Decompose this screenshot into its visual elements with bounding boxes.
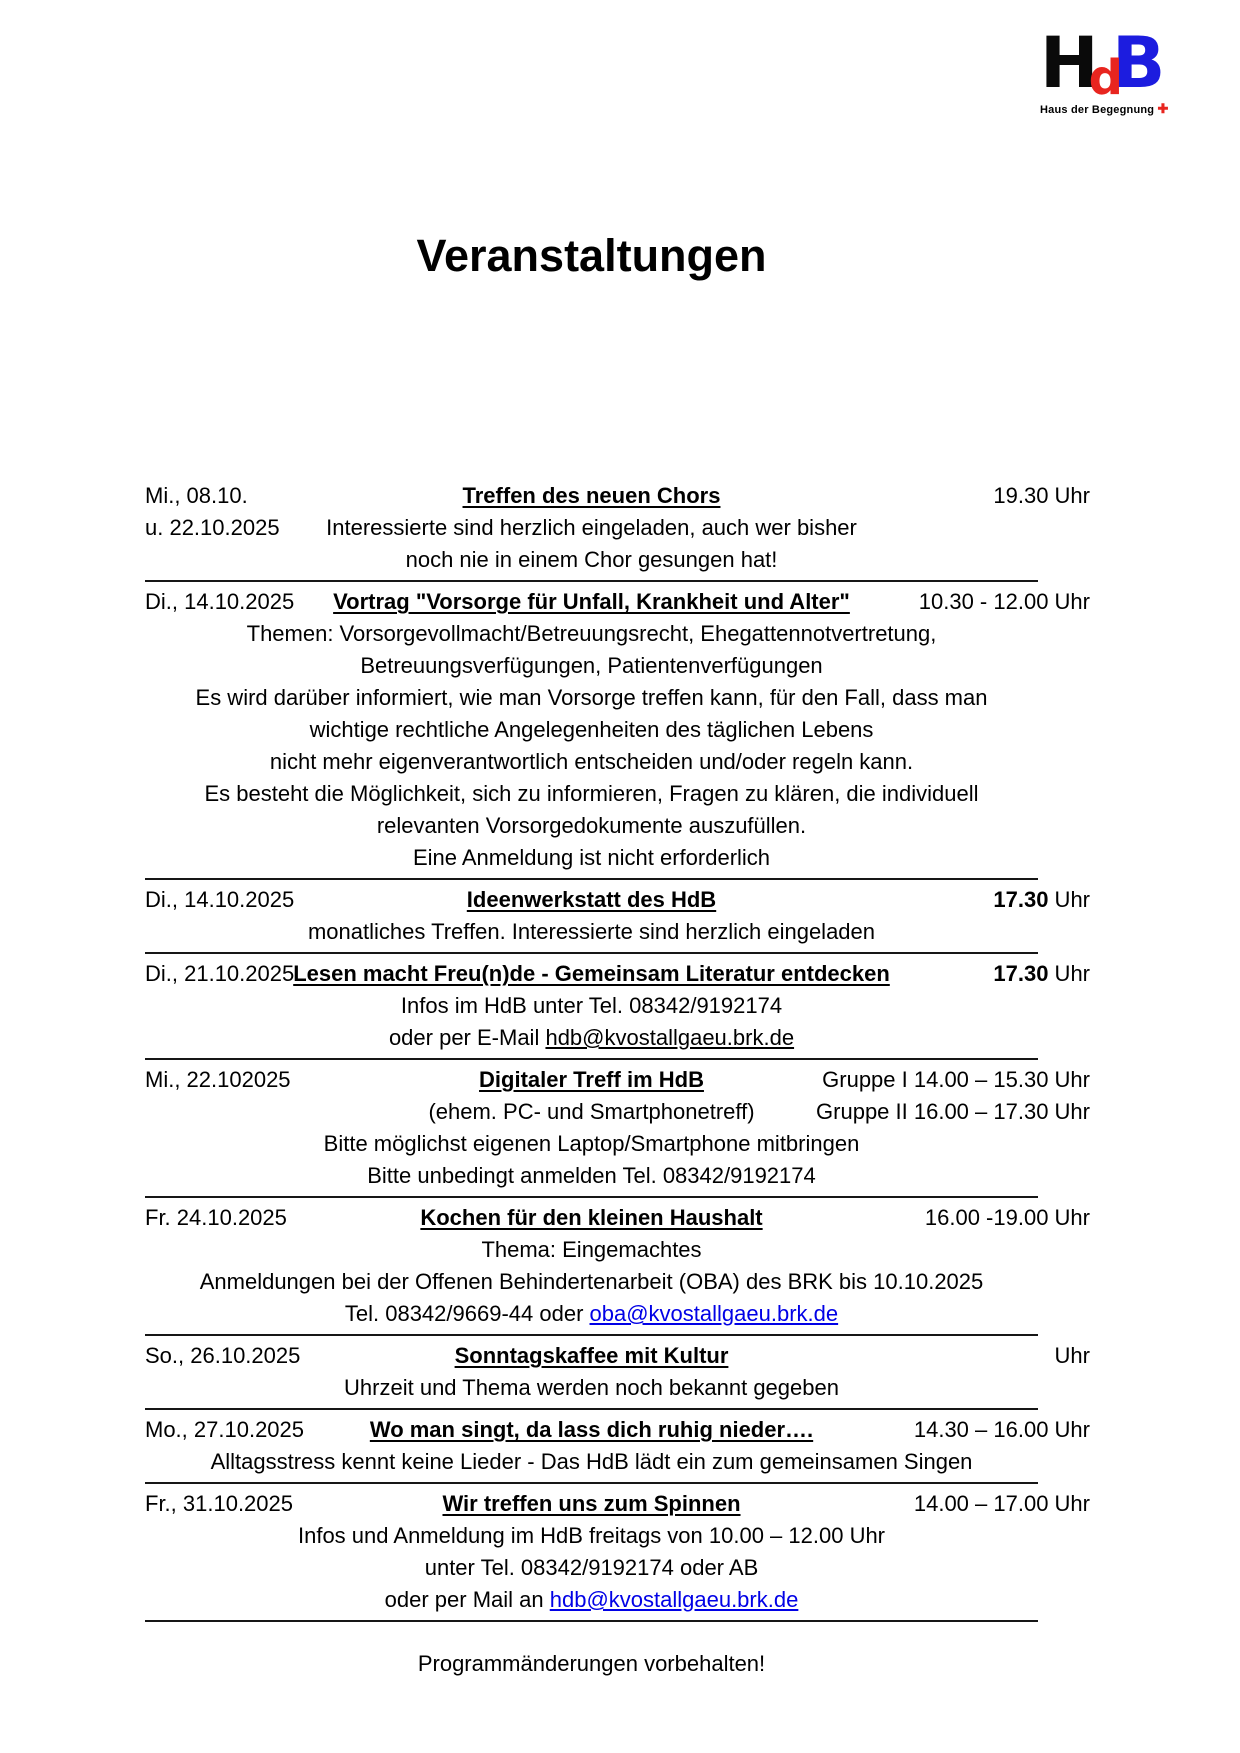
text-segment: Ideenwerkstatt des HdB — [466, 887, 717, 912]
event-header-row — [145, 884, 1090, 916]
event-title — [467, 887, 716, 912]
separator-line — [145, 1058, 1038, 1060]
event-date: Fr., 31.10.2025 — [145, 1491, 293, 1516]
text-segment: Es wird darüber informiert, wie man Vorsorge treffen kann, für den Fall, dass man — [195, 685, 988, 710]
separator-line — [145, 1334, 1038, 1336]
text-segment: 14.00 – 17.00 Uhr — [913, 1491, 1090, 1516]
separator-line — [145, 1408, 1038, 1410]
event-time — [925, 1202, 1090, 1234]
text-segment: nicht mehr eigenverantwortlich entscheiden und/oder regeln kann. — [269, 749, 914, 774]
text-segment: (ehem. PC- und Smartphonetreff) — [428, 1099, 755, 1124]
event-detail-row — [145, 778, 1038, 810]
event-time — [993, 884, 1090, 916]
event-text — [310, 717, 874, 742]
event-section — [145, 958, 1090, 1054]
text-segment: Eine Anmeldung ist nicht erforderlich — [412, 845, 771, 870]
event-detail-row — [145, 810, 1038, 842]
event-section — [145, 1488, 1090, 1616]
text-segment: Themen: Vorsorgevollmacht/Betreuungsrecht, Ehegattennotvertretung, — [246, 621, 937, 646]
logo-letter-h: H — [1040, 22, 1093, 104]
text-segment: oder per E-Mail — [388, 1025, 546, 1050]
event-time — [993, 480, 1090, 512]
text-segment: Alltagsstress kennt keine Lieder - Das HdB lädt ein zum gemeinsamen Singen — [210, 1449, 973, 1474]
event-text — [406, 547, 778, 572]
event-header-row — [145, 1202, 1090, 1234]
event-detail-row — [145, 1022, 1038, 1054]
event-text — [425, 1555, 759, 1580]
text-segment: Wir treffen uns zum Spinnen — [442, 1491, 741, 1516]
event-date: Di., 14.10.2025 — [145, 589, 295, 614]
event-detail-row — [145, 1584, 1038, 1616]
text-segment: Infos im HdB unter Tel. 08342/9192174 — [400, 993, 783, 1018]
event-time — [822, 1064, 1090, 1096]
event-date: So., 26.10.2025 — [145, 1343, 301, 1368]
separator-line — [145, 878, 1038, 880]
red-cross-icon: ✚ — [1157, 101, 1169, 116]
event-title — [333, 589, 850, 614]
event-detail-row — [145, 1298, 1038, 1330]
text-segment: Infos und Anmeldung im HdB freitags von 10.00 – 12.00 Uhr — [297, 1523, 886, 1548]
text-segment: 16.00 -19.00 Uhr — [924, 1205, 1090, 1230]
event-time — [919, 586, 1090, 618]
text-segment: 17.30 — [993, 961, 1049, 986]
event-date: Mi., 08.10. — [145, 483, 248, 508]
text-segment: 10.30 - 12.00 Uhr — [918, 589, 1090, 614]
event-detail-row — [145, 1446, 1038, 1478]
text-segment: monatliches Treffen. Interessierte sind herzlich eingeladen — [307, 919, 876, 944]
event-date: Mo., 27.10.2025 — [145, 1417, 305, 1442]
text-segment: Bitte unbedingt anmelden Tel. 08342/9192174 — [367, 1163, 816, 1188]
event-time — [993, 958, 1090, 990]
event-time — [914, 1414, 1090, 1446]
event-header-row — [145, 1414, 1090, 1446]
text-segment: Bitte möglichst eigenen Laptop/Smartphone mitbringen — [323, 1131, 860, 1156]
event-text — [247, 621, 937, 646]
text-segment: Vortrag "Vorsorge für Unfall, Krankheit und Alter" — [333, 589, 850, 614]
email-link[interactable]: oba@kvostallgaeu.brk.de — [589, 1301, 839, 1326]
event-detail-row — [145, 650, 1038, 682]
event-detail-row — [145, 1372, 1038, 1404]
footer-note: Programmänderungen vorbehalten! — [417, 1651, 766, 1676]
event-text — [385, 1587, 799, 1612]
event-title — [420, 1205, 762, 1230]
event-date: Di., 14.10.2025 — [145, 887, 295, 912]
text-segment: Uhr — [1048, 887, 1090, 912]
event-text — [196, 685, 988, 710]
text-segment: wichtige rechtliche Angelegenheiten des täglichen Lebens — [309, 717, 874, 742]
event-title — [463, 483, 721, 508]
logo-caption-text: Haus der Begegnung — [1040, 104, 1155, 116]
text-segment: 14.30 – 16.00 Uhr — [913, 1417, 1090, 1442]
event-header-row — [145, 1064, 1090, 1096]
event-detail-row — [145, 512, 1038, 544]
event-detail-row — [145, 990, 1038, 1022]
event-time — [816, 1096, 1090, 1128]
text-segment: 19.30 Uhr — [993, 483, 1090, 508]
text-segment: 17.30 — [993, 887, 1049, 912]
event-text — [367, 1163, 816, 1188]
text-segment: oder per Mail an — [384, 1587, 550, 1612]
event-detail-row — [145, 746, 1038, 778]
event-section — [145, 1340, 1090, 1404]
event-time — [1055, 1340, 1090, 1372]
event-text — [428, 1099, 754, 1124]
text-segment: noch nie in einem Chor gesungen hat! — [405, 547, 778, 572]
event-detail-row — [145, 1128, 1038, 1160]
event-title — [479, 1067, 704, 1092]
event-text — [413, 845, 770, 870]
event-time — [914, 1488, 1090, 1520]
event-text — [481, 1237, 701, 1262]
event-detail-row — [145, 1234, 1038, 1266]
event-section — [145, 586, 1090, 874]
text-segment: Digitaler Treff im HdB — [479, 1067, 704, 1092]
event-title — [370, 1417, 813, 1442]
event-detail-row — [145, 842, 1038, 874]
event-date: Mi., 22.102025 — [145, 1067, 291, 1092]
text-segment: Uhr — [1054, 1343, 1090, 1368]
event-section — [145, 884, 1090, 948]
event-text — [377, 813, 806, 838]
email-link[interactable]: hdb@kvostallgaeu.brk.de — [549, 1587, 799, 1612]
event-detail-row — [145, 714, 1038, 746]
text-segment: Lesen macht Freu(n)de - Gemeinsam Literatur entdecken — [293, 961, 890, 986]
event-text — [298, 1523, 885, 1548]
event-text — [326, 515, 857, 540]
separator-line — [145, 1196, 1038, 1198]
text-segment: Thema: Eingemachtes — [481, 1237, 702, 1262]
event-text — [401, 993, 782, 1018]
event-section — [145, 1202, 1090, 1330]
event-text — [345, 1301, 838, 1326]
event-section — [145, 1414, 1090, 1478]
event-detail-row — [145, 916, 1038, 948]
text-segment: Wo man singt, da lass dich ruhig nieder…. — [369, 1417, 814, 1442]
text-segment: Betreuungsverfügungen, Patientenverfügungen — [360, 653, 823, 678]
separator-line — [145, 1620, 1038, 1622]
event-detail-row — [145, 1160, 1038, 1192]
page-title: Veranstaltungen — [416, 230, 767, 281]
event-text — [389, 1025, 794, 1050]
event-header-row — [145, 1488, 1090, 1520]
event-header-row — [145, 480, 1090, 512]
text-segment: Gruppe II 16.00 – 17.30 Uhr — [816, 1099, 1090, 1124]
separator-line — [145, 1482, 1038, 1484]
event-title — [455, 1343, 729, 1368]
event-detail-row — [145, 1096, 1090, 1128]
event-text — [324, 1131, 860, 1156]
text-segment: Sonntagskaffee mit Kultur — [454, 1343, 729, 1368]
event-header-row — [145, 586, 1090, 618]
text-segment: Gruppe I 14.00 – 15.30 Uhr — [822, 1067, 1090, 1092]
event-date: u. 22.10.2025 — [145, 515, 280, 540]
event-detail-row — [145, 1266, 1038, 1298]
email-link[interactable]: hdb@kvostallgaeu.brk.de — [545, 1025, 795, 1050]
event-header-row — [145, 1340, 1090, 1372]
event-section — [145, 1064, 1090, 1192]
logo-letter-d: d — [1088, 50, 1120, 106]
document-content — [145, 0, 1090, 1680]
text-segment: Kochen für den kleinen Haushalt — [420, 1205, 763, 1230]
event-text — [270, 749, 913, 774]
event-date: Di., 21.10.2025 — [145, 961, 295, 986]
text-segment: Interessierte sind herzlich eingeladen, auch wer bisher — [326, 515, 857, 540]
events-list — [145, 480, 1090, 1622]
event-text — [344, 1375, 839, 1400]
event-text — [200, 1269, 984, 1294]
event-title — [442, 1491, 740, 1516]
text-segment: Treffen des neuen Chors — [462, 483, 721, 508]
hdb-logo — [1040, 22, 1169, 117]
event-date: Fr. 24.10.2025 — [145, 1205, 287, 1230]
event-title — [293, 961, 890, 986]
event-detail-row — [145, 544, 1038, 576]
event-text — [211, 1449, 973, 1474]
event-detail-row — [145, 1520, 1038, 1552]
text-segment: unter Tel. 08342/9192174 oder AB — [424, 1555, 759, 1580]
event-detail-row — [145, 682, 1038, 714]
event-section — [145, 480, 1090, 576]
text-segment: relevanten Vorsorgedokumente auszufüllen. — [376, 813, 807, 838]
text-segment: Es besteht die Möglichkeit, sich zu informieren, Fragen zu klären, die individuell — [204, 781, 979, 806]
event-text — [308, 919, 875, 944]
event-text — [204, 781, 978, 806]
text-segment: Tel. 08342/9669-44 oder — [344, 1301, 590, 1326]
text-segment: Anmeldungen bei der Offenen Behindertenarbeit (OBA) des BRK bis 10.10.2025 — [199, 1269, 984, 1294]
event-header-row — [145, 958, 1090, 990]
hdb-logo-letters — [1040, 22, 1166, 106]
event-detail-row — [145, 618, 1038, 650]
event-detail-row — [145, 1552, 1038, 1584]
event-text — [360, 653, 822, 678]
separator-line — [145, 580, 1038, 582]
text-segment: Uhrzeit und Thema werden noch bekannt gegeben — [344, 1375, 839, 1400]
text-segment: Uhr — [1048, 961, 1090, 986]
logo-letter-b: B — [1111, 22, 1166, 104]
separator-line — [145, 952, 1038, 954]
